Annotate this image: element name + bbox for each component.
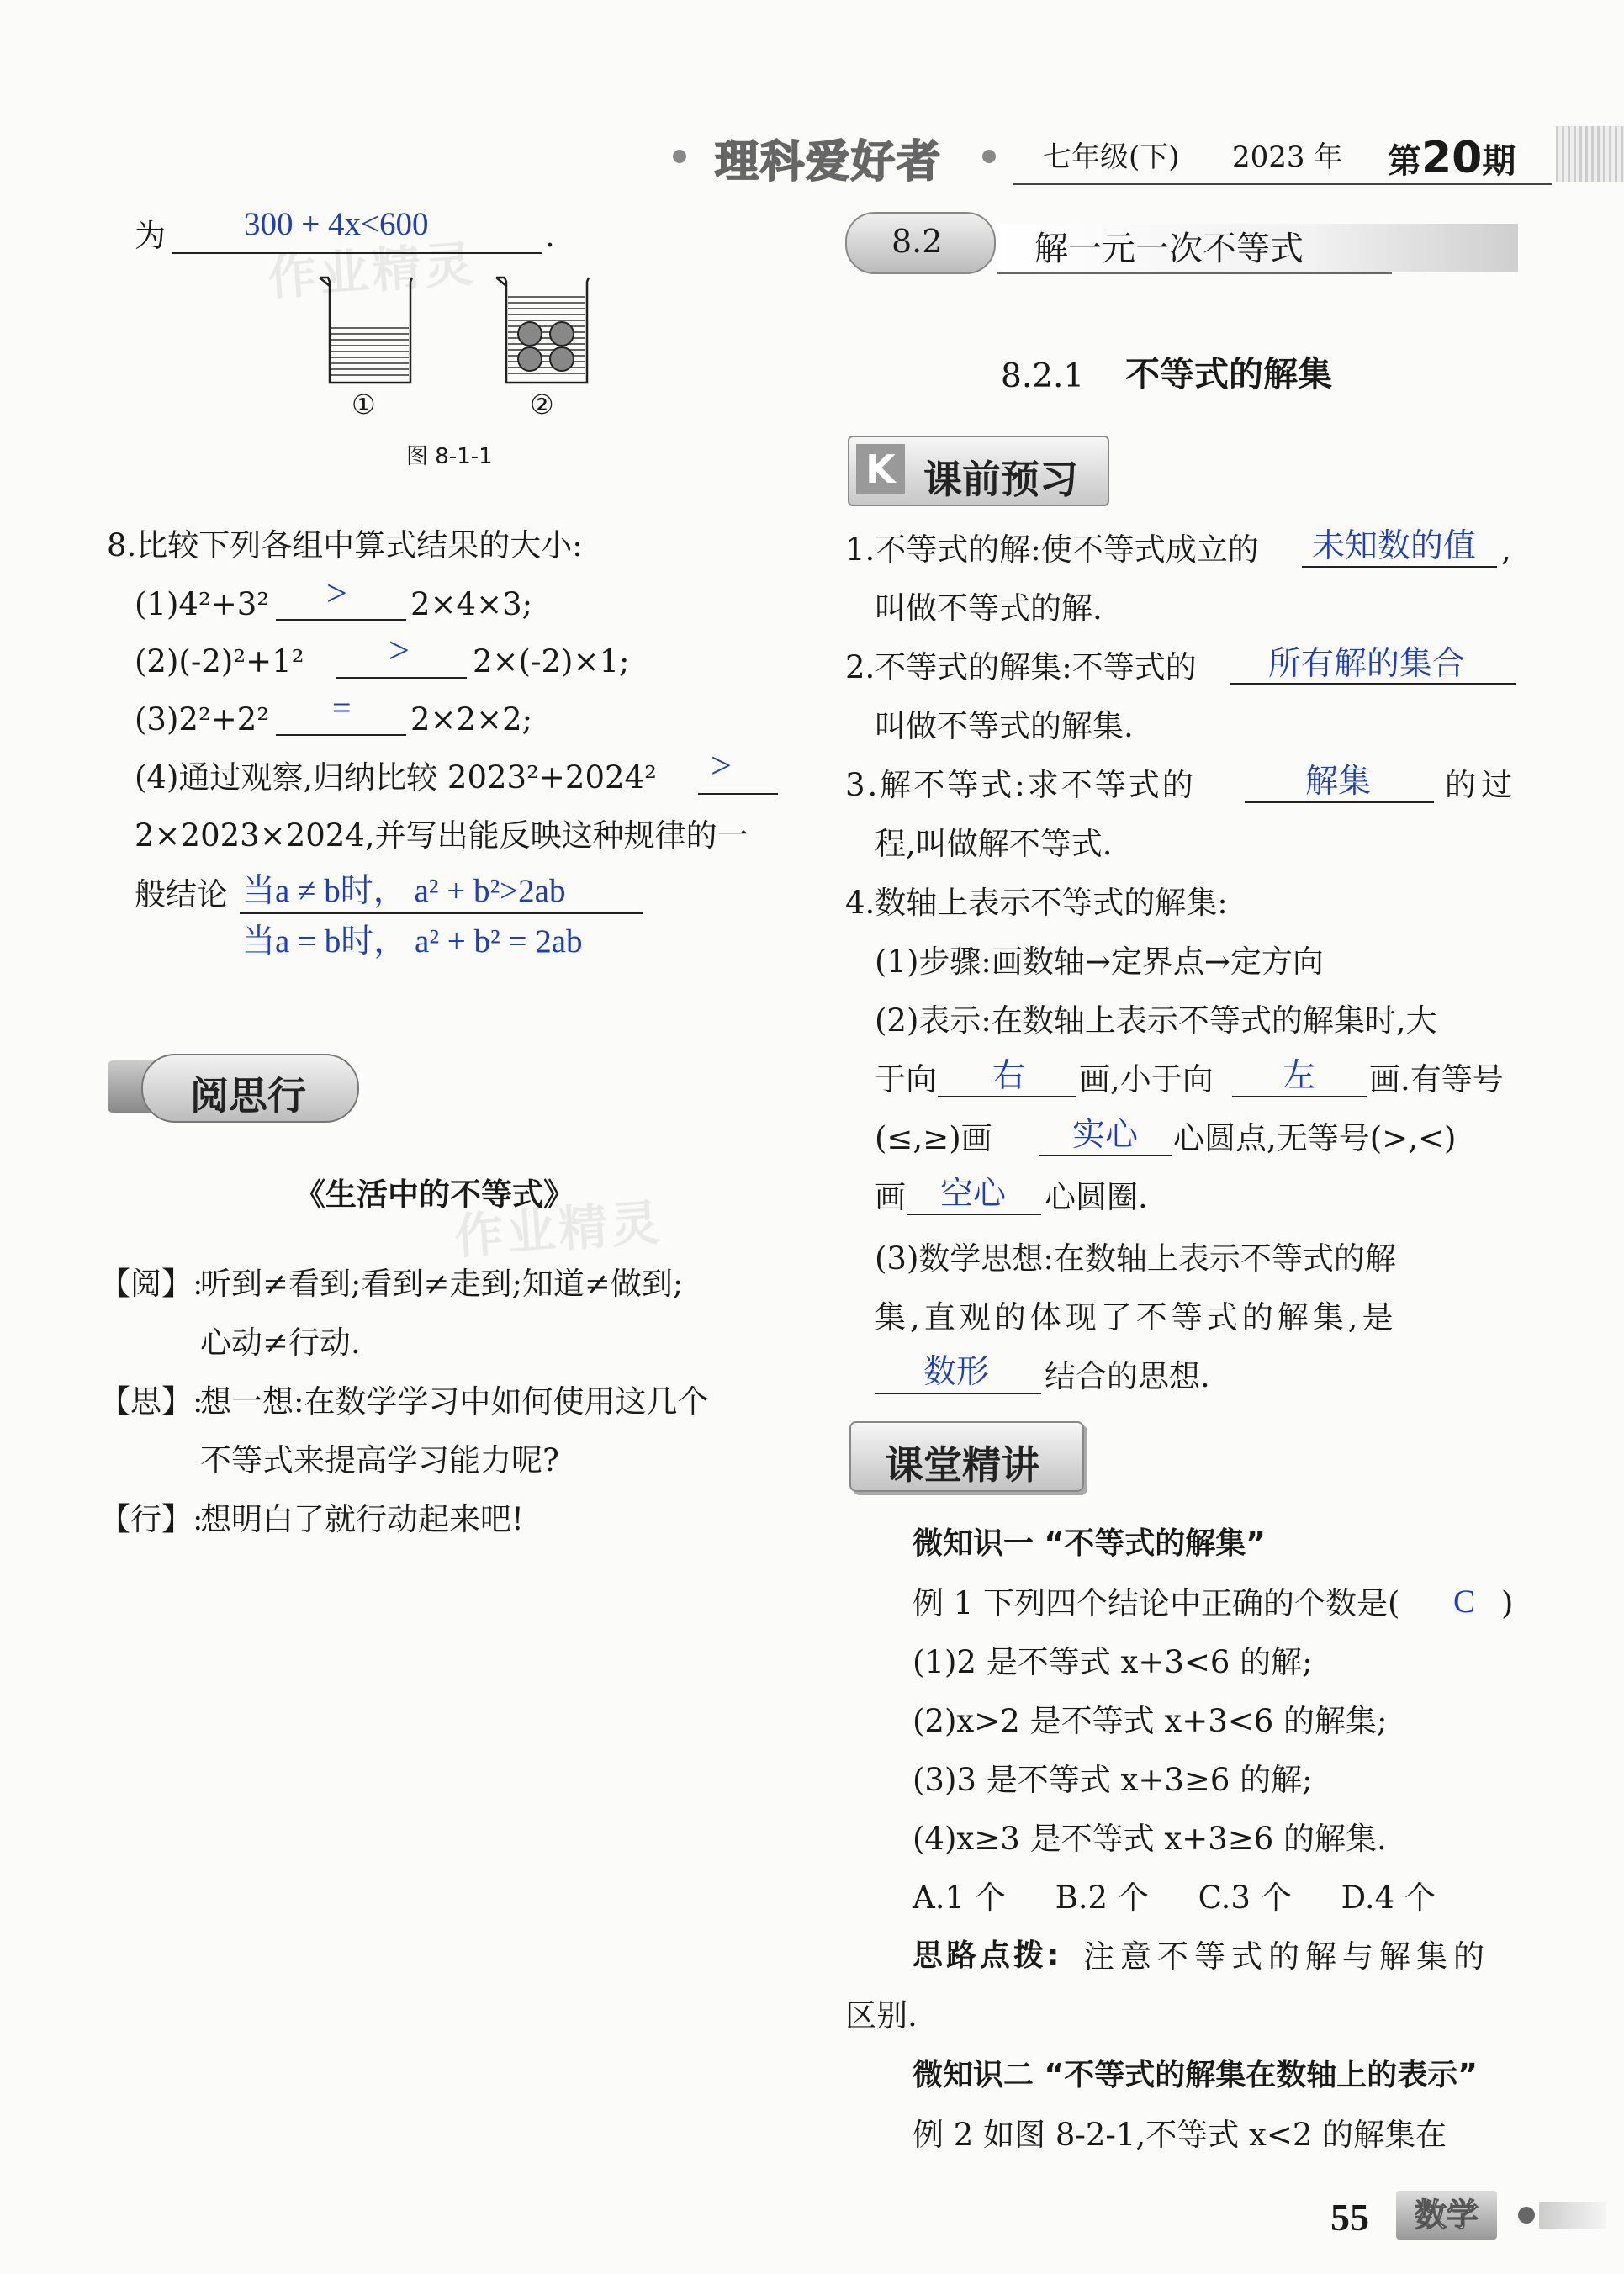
p4-1: (1)步骤:画数轴→定界点→定方向 xyxy=(875,944,1324,980)
page-number: 55 xyxy=(1330,2196,1369,2239)
figure-label-1: ① xyxy=(352,389,376,420)
q8-3-answer: = xyxy=(332,689,352,727)
p4-3-answer: 数形 xyxy=(923,1354,990,1390)
think-label: 【思】: xyxy=(99,1383,204,1420)
q8-4-line1: (4)通过观察,归纳比较 2023²+2024² xyxy=(135,759,657,796)
subsection-title: 不等式的解集 xyxy=(1125,354,1332,394)
q8-3-left: (3)2²+2² xyxy=(135,701,270,738)
q7-end: . xyxy=(545,218,555,254)
knowledge-2-title: 微知识二 “不等式的解集在数轴上的表示” xyxy=(913,2058,1478,2092)
q7-answer: 300 + 4x<600 xyxy=(244,206,429,242)
hint-text-2: 区别. xyxy=(845,1997,918,2033)
p4-text: 4.数轴上表示不等式的解集: xyxy=(845,885,1228,921)
q7-prefix: 为 xyxy=(135,218,166,254)
p4-3-blank xyxy=(875,1393,1041,1394)
p4-3c: 结合的思想. xyxy=(1045,1358,1210,1394)
subsection-number: 8.2.1 xyxy=(1001,357,1085,395)
example-1-answer: C xyxy=(1453,1584,1476,1620)
footer-stripe xyxy=(1539,2202,1606,2229)
q8-2-blank xyxy=(336,677,467,679)
p4-2b1: 于向 xyxy=(875,1061,937,1097)
p1-answer: 未知数的值 xyxy=(1312,528,1477,564)
preview-tag xyxy=(848,436,1109,506)
q8-4-answer: > xyxy=(711,745,732,786)
q8-2-right: 2×(-2)×1; xyxy=(473,643,630,680)
example-1-item-1: (1)2 是不等式 x+3<6 的解; xyxy=(913,1644,1313,1680)
p2-text: 2.不等式的解集:不等式的 xyxy=(845,649,1197,685)
footer-dot-icon xyxy=(1518,2207,1535,2224)
example-1-item-3: (3)3 是不等式 x+3≥6 的解; xyxy=(913,1762,1313,1798)
read-text-2: 心动≠行动. xyxy=(200,1325,361,1361)
header-stripe xyxy=(1556,126,1624,182)
p1-comma: , xyxy=(1501,531,1511,568)
p4-2c2: 心圆点,无等号(>,<) xyxy=(1173,1120,1457,1156)
q8-2-answer: > xyxy=(389,630,410,671)
q8-4-blank xyxy=(698,793,778,795)
class-tag-label: 课堂精讲 xyxy=(885,1442,1039,1488)
read-label: 【阅】: xyxy=(99,1266,204,1302)
example-2-stem: 例 2 如图 8-2-1,不等式 x<2 的解集在 xyxy=(913,2117,1447,2153)
q8-1-right: 2×4×3; xyxy=(410,586,533,622)
header-dot-icon-2 xyxy=(982,150,996,163)
q8-stem: 8.比较下列各组中算式结果的大小: xyxy=(107,527,583,563)
preview-k-icon: K xyxy=(856,444,905,494)
p4-2-answer-3: 实心 xyxy=(1072,1117,1139,1153)
example-1-stem: 例 1 下列四个结论中正确的个数是( xyxy=(913,1585,1400,1621)
essay-title: 《生活中的不等式》 xyxy=(294,1176,574,1213)
figure-label-2: ② xyxy=(530,389,554,420)
q8-3-blank xyxy=(276,734,406,736)
section-tag-label: 阅思行 xyxy=(190,1073,306,1118)
header-year: 2023 年 xyxy=(1232,140,1343,174)
p4-2c1: (≤,≥)画 xyxy=(875,1120,992,1156)
watermark: 作业精灵 xyxy=(266,235,479,307)
read-text: 听到≠看到;看到≠走到;知道≠做到; xyxy=(200,1266,684,1302)
header-bar xyxy=(673,126,1624,188)
think-text-2: 不等式来提高学习能力呢? xyxy=(200,1442,559,1478)
act-text: 想明白了就行动起来吧! xyxy=(200,1501,524,1537)
class-tag xyxy=(849,1421,1084,1492)
q8-1-blank xyxy=(276,619,406,621)
section-title: 解一元一次不等式 xyxy=(1034,230,1304,268)
p4-3a: (3)数学思想:在数轴上表示不等式的解 xyxy=(875,1240,1396,1277)
p2-text-2: 叫做不等式的解集. xyxy=(875,708,1134,744)
q8-4-answer-2: 当a ≠ b时， a² + b²>2ab xyxy=(242,873,566,909)
p3-text-2: 程,叫做解不等式. xyxy=(875,826,1113,862)
p4-2d2: 心圆圈. xyxy=(1045,1179,1148,1215)
figure-caption: 图 8-1-1 xyxy=(406,444,493,469)
p4-2-answer-4: 空心 xyxy=(940,1176,1007,1212)
section-number: 8.2 xyxy=(891,223,943,260)
subject-badge: 数学 xyxy=(1396,2191,1497,2240)
hint-text: 注意不等式的解与解集的 xyxy=(1083,1938,1490,1975)
q8-4-answer-3: 当a = b时， a² + b² = 2ab xyxy=(242,923,583,960)
q8-4-blank-2 xyxy=(240,912,643,914)
p4-2a: (2)表示:在数轴上表示不等式的解集时,大 xyxy=(875,1002,1437,1039)
header-rule xyxy=(1013,183,1552,185)
header-issue: 第20期 xyxy=(1388,133,1516,183)
think-text: 想一想:在数学学习中如何使用这几个 xyxy=(200,1383,709,1420)
hint-label: 思路点拨: xyxy=(913,1938,1063,1973)
q8-1-answer: > xyxy=(326,573,347,614)
p3-answer: 解集 xyxy=(1305,764,1372,800)
p4-2d1: 画 xyxy=(875,1179,906,1215)
beaker-1-water xyxy=(331,328,409,375)
header-dot-icon xyxy=(673,150,686,163)
knowledge-1-title: 微知识一 “不等式的解集” xyxy=(913,1526,1266,1561)
beaker-2-balls xyxy=(518,322,574,371)
example-1-options: A.1 个 B.2 个 C.3 个 D.4 个 xyxy=(913,1880,1436,1916)
act-label: 【行】: xyxy=(99,1501,204,1537)
p1-text: 1.不等式的解:使不等式成立的 xyxy=(845,531,1259,568)
section-heading xyxy=(845,209,1518,283)
section-tag-read-think-act xyxy=(108,1054,356,1121)
watermark-2: 作业精灵 xyxy=(452,1193,665,1266)
q8-1-left: (1)4²+3² xyxy=(135,586,270,622)
p3-text-b: 的过 xyxy=(1445,767,1517,803)
q8-4-line2: 2×2023×2024,并写出能反映这种规律的一 xyxy=(135,817,749,854)
example-1-item-2: (2)x>2 是不等式 x+3<6 的解集; xyxy=(913,1703,1388,1739)
p2-answer: 所有解的集合 xyxy=(1268,646,1466,682)
example-1-item-4: (4)x≥3 是不等式 x+3≥6 的解集. xyxy=(913,1821,1387,1857)
p1-text-2: 叫做不等式的解. xyxy=(875,590,1103,627)
p3-text: 3.解不等式:求不等式的 xyxy=(845,767,1196,803)
magazine-title: 理科爱好者 xyxy=(715,137,943,188)
p4-2-answer-1: 右 xyxy=(992,1058,1026,1094)
q8-2-left: (2)(-2)²+1² xyxy=(135,643,304,680)
example-1-close: ) xyxy=(1501,1585,1514,1621)
q8-4-line3: 般结论 xyxy=(135,876,228,912)
p4-2b3: 画.有等号 xyxy=(1369,1061,1504,1097)
p4-3b: 集,直观的体现了不等式的解集,是 xyxy=(875,1299,1398,1335)
preview-tag-label: 课前预习 xyxy=(923,457,1078,502)
p4-2b2: 画,小于向 xyxy=(1079,1061,1214,1097)
p4-2-answer-2: 左 xyxy=(1283,1058,1316,1094)
q8-3-right: 2×2×2; xyxy=(410,701,533,738)
header-grade: 七年级(下) xyxy=(1043,140,1180,174)
